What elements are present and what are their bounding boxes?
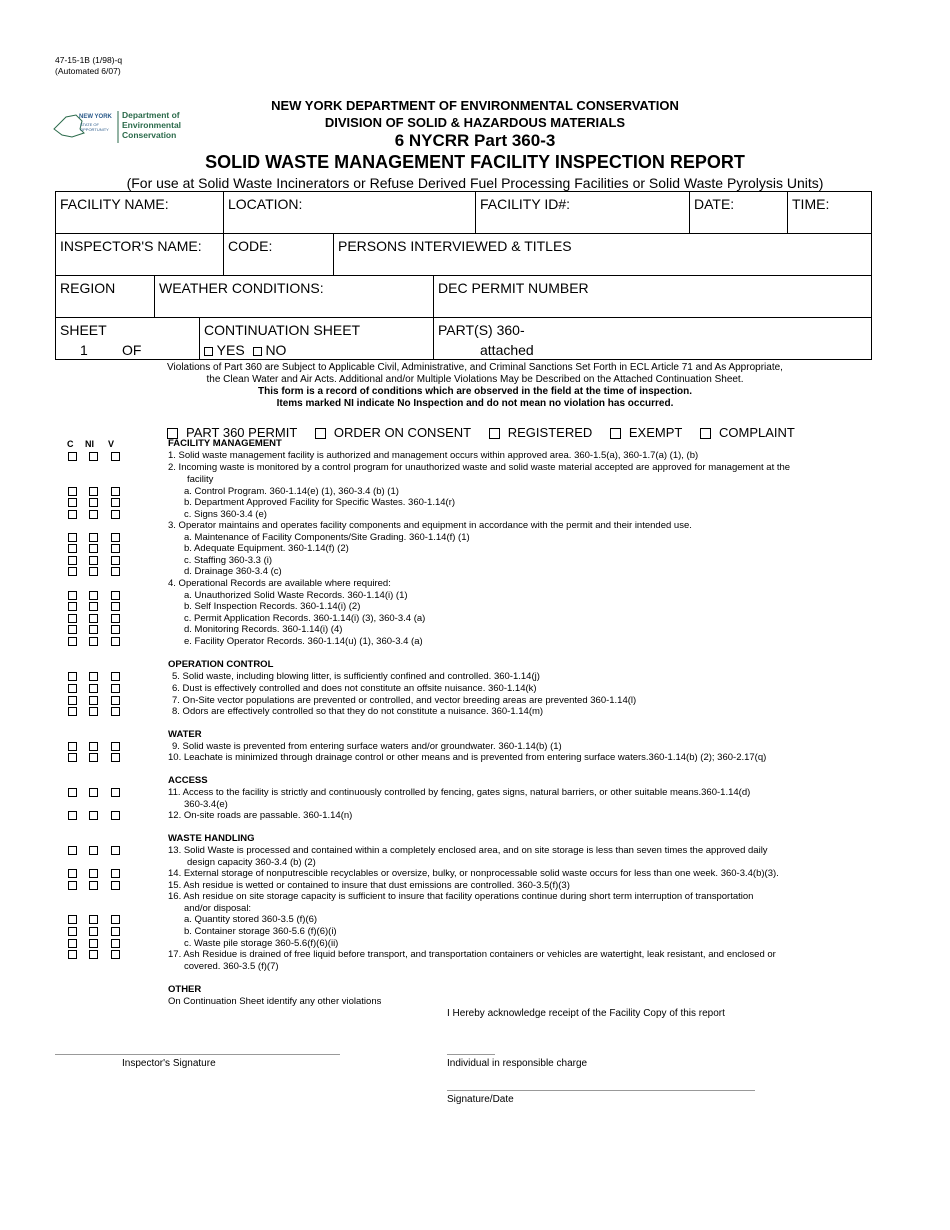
item-1: 1. Solid waste management facility is authorized and management occurs within approved area. 360-1.5(a), 360-1.7(a) (1), (b): [168, 450, 699, 461]
item-11: 11. Access to the facility is strictly and continuously controlled by fencing, gates signs, natural barriers, or other suitable means.360-1.14(d): [168, 787, 751, 798]
section-waste-handling: WASTE HANDLING: [168, 833, 255, 844]
logo-dept-line3: Conservation: [122, 130, 177, 140]
no-checkbox[interactable]: [253, 347, 262, 356]
section-operation-control: OPERATION CONTROL: [168, 659, 274, 670]
item-17: 17. Ash Residue is drained of free liquid before transport, and transportation containers or vehicles are watertight, leak resistant, and enclosed or: [168, 949, 776, 960]
checkbox-v[interactable]: [111, 452, 120, 461]
inspector-signature-label: Inspector's Signature: [122, 1058, 216, 1069]
acknowledgement-text: I Hereby acknowledge receipt of the Facility Copy of this report: [447, 1008, 725, 1019]
checkbox-v[interactable]: [111, 811, 120, 820]
checkbox-v[interactable]: [111, 533, 120, 542]
checkbox-ni[interactable]: [89, 939, 98, 948]
logo-dept-line2: Environmental: [122, 120, 182, 130]
checkbox-ni[interactable]: [89, 625, 98, 634]
checkbox-ni[interactable]: [89, 753, 98, 762]
checkbox-ni[interactable]: [89, 487, 98, 496]
checkbox-ni[interactable]: [89, 869, 98, 878]
code-field[interactable]: CODE:: [224, 234, 334, 275]
col-ni-header: NI: [85, 439, 94, 449]
checkbox-v[interactable]: [111, 696, 120, 705]
item-5: 5. Solid waste, including blowing litter, is sufficiently confined and controlled. 360-1.14(j): [172, 671, 540, 682]
logo-state: NEW YORK: [79, 114, 112, 120]
checkbox-v[interactable]: [111, 915, 120, 924]
checkbox-c[interactable]: [68, 788, 77, 797]
permit-type-registered[interactable]: [489, 425, 593, 440]
regulation-part: 6 NYCRR Part 360-3: [394, 131, 556, 150]
checkbox-v[interactable]: [111, 625, 120, 634]
signature-date-label: Signature/Date: [447, 1094, 514, 1105]
sheet-number: 1: [80, 342, 88, 358]
item-8: 8. Odors are effectively controlled so that they do not constitute a nuisance. 360-1.14(m): [172, 706, 544, 717]
checkbox-ni[interactable]: [89, 742, 98, 751]
checkbox-v[interactable]: [111, 510, 120, 519]
checkbox-c[interactable]: [68, 452, 77, 461]
parts-label: PART(S) 360-: [438, 322, 525, 338]
grid-row-2: [56, 234, 871, 276]
continuation-options: [204, 342, 286, 358]
checkbox-ni[interactable]: [89, 591, 98, 600]
registered-label: REGISTERED: [507, 425, 593, 440]
exempt-checkbox[interactable]: [610, 428, 621, 439]
item-16a: a. Quantity stored 360-3.5 (f)(6): [184, 914, 318, 925]
signature-date-line[interactable]: [447, 1090, 755, 1091]
checkbox-v[interactable]: [111, 487, 120, 496]
checkbox-v[interactable]: [111, 950, 120, 959]
sheet-label: SHEET: [60, 322, 107, 338]
continuation-sheet-field: [200, 318, 434, 359]
grid-row-4: [56, 318, 871, 359]
item-4b: b. Self Inspection Records. 360-1.14(i) (2): [184, 601, 361, 612]
inspector-name-field[interactable]: INSPECTOR'S NAME:: [56, 234, 224, 275]
checkbox-c[interactable]: [68, 487, 77, 496]
checkbox-ni[interactable]: [89, 556, 98, 565]
parts-field[interactable]: [434, 318, 871, 359]
inspector-signature-line[interactable]: [55, 1054, 340, 1055]
item-3: 3. Operator maintains and operates facility components and equipment in accordance with the permit and their intended use.: [168, 520, 692, 531]
checkbox-v[interactable]: [111, 591, 120, 600]
individual-line[interactable]: [447, 1054, 495, 1055]
checkbox-v[interactable]: [111, 788, 120, 797]
checkbox-ni[interactable]: [89, 846, 98, 855]
checkbox-v[interactable]: [111, 602, 120, 611]
checkbox-v[interactable]: [111, 556, 120, 565]
item-12: 12. On-site roads are passable. 360-1.14(n): [168, 810, 353, 821]
ni-note: Items marked NI indicate No Inspection and do not mean no violation has occurred.: [276, 398, 674, 409]
item-13-cont: design capacity 360-3.4 (b) (2): [187, 857, 316, 868]
checkbox-ni[interactable]: [89, 881, 98, 890]
item-4e: e. Facility Operator Records. 360-1.14(u) (1), 360-3.4 (a): [184, 636, 423, 647]
checkbox-ni[interactable]: [89, 614, 98, 623]
item-14: 14. External storage of nonputrescible recyclables or oversize, bulky, or nonprocessable solid waste occurs for less than one week. 360-3.4(b)(3).: [168, 868, 779, 879]
item-2a: a. Control Program. 360-1.14(e) (1), 360-3.4 (b) (1): [184, 486, 399, 497]
checkbox-v[interactable]: [111, 881, 120, 890]
checkbox-v[interactable]: [111, 927, 120, 936]
section-water: WATER: [168, 729, 202, 740]
checkbox-c[interactable]: [68, 591, 77, 600]
grid-row-3: [56, 276, 871, 318]
other-instructions: On Continuation Sheet identify any other violations: [168, 996, 382, 1007]
section-facility-management: FACILITY MANAGEMENT: [168, 438, 282, 449]
weather-field[interactable]: WEATHER CONDITIONS:: [155, 276, 434, 317]
permit-type-complaint[interactable]: [700, 425, 795, 440]
checkbox-c[interactable]: [68, 881, 77, 890]
item-7: 7. On-Site vector populations are prevented or controlled, and vector breeding areas are prevented 360-1.14(l): [172, 695, 637, 706]
checkbox-c[interactable]: [68, 846, 77, 855]
checkbox-v[interactable]: [111, 742, 120, 751]
permit-360-label: PART 360 PERMIT: [186, 425, 298, 440]
checkbox-ni[interactable]: [89, 533, 98, 542]
checkbox-ni[interactable]: [89, 811, 98, 820]
checkbox-c[interactable]: [68, 811, 77, 820]
exempt-label: EXEMPT: [628, 425, 683, 440]
logo-dept-line1: Department of: [122, 110, 180, 120]
yes-label: YES: [216, 342, 245, 358]
checkbox-c[interactable]: [68, 696, 77, 705]
item-4a: a. Unauthorized Solid Waste Records. 360-1.14(i) (1): [184, 590, 408, 601]
item-10: 10. Leachate is minimized through drainage control or other means and is prevented from entering surface waters.360-1.14(b) (2); 360-2.17(q): [168, 752, 767, 763]
individual-label: Individual in responsible charge: [447, 1058, 588, 1069]
persons-interviewed-field[interactable]: PERSONS INTERVIEWED & TITLES: [338, 238, 572, 254]
section-access: ACCESS: [168, 775, 208, 786]
item-15: 15. Ash residue is wetted or contained to insure that dust emissions are controlled. 360-3.5(f)(3): [168, 880, 570, 891]
checkbox-ni[interactable]: [89, 602, 98, 611]
checkbox-v[interactable]: [111, 753, 120, 762]
checkbox-ni[interactable]: [89, 696, 98, 705]
yes-checkbox[interactable]: [204, 347, 213, 356]
checkbox-ni[interactable]: [89, 927, 98, 936]
checkbox-c[interactable]: [68, 707, 77, 716]
item-17-cont: covered. 360-3.5 (f)(7): [184, 961, 279, 972]
checkbox-v[interactable]: [111, 684, 120, 693]
checkbox-c[interactable]: [68, 684, 77, 693]
col-c-header: C: [67, 439, 74, 449]
checkbox-ni[interactable]: [89, 915, 98, 924]
checkbox-c[interactable]: [68, 672, 77, 681]
checkbox-c[interactable]: [68, 614, 77, 623]
checkbox-c[interactable]: [68, 567, 77, 576]
time-field[interactable]: TIME:: [792, 196, 830, 212]
checkbox-c[interactable]: [68, 927, 77, 936]
item-2-cont: facility: [187, 474, 214, 485]
checkbox-ni[interactable]: [89, 637, 98, 646]
logo-tag2: OPPORTUNITY: [80, 127, 109, 132]
checkbox-c[interactable]: [68, 556, 77, 565]
item-2b: b. Department Approved Facility for Specific Wastes. 360-1.14(r): [184, 497, 456, 508]
facility-name-field[interactable]: FACILITY NAME:: [56, 192, 224, 233]
record-note: This form is a record of conditions which are observed in the field at the time of inspection.: [258, 386, 692, 397]
item-3b: b. Adequate Equipment. 360-1.14(f) (2): [184, 543, 349, 554]
item-13: 13. Solid Waste is processed and contained within a completely enclosed area, and on site storage is less than seven times the approved daily: [168, 845, 768, 856]
checkbox-c[interactable]: [68, 625, 77, 634]
checkbox-c[interactable]: [68, 498, 77, 507]
checkbox-v[interactable]: [111, 707, 120, 716]
report-title: SOLID WASTE MANAGEMENT FACILITY INSPECTION REPORT: [205, 152, 745, 172]
item-4: 4. Operational Records are available where required:: [168, 578, 391, 589]
checkbox-v[interactable]: [111, 672, 120, 681]
item-3c: c. Staffing 360-3.3 (i): [184, 555, 273, 566]
checkbox-v[interactable]: [111, 614, 120, 623]
checkbox-ni[interactable]: [89, 510, 98, 519]
section-other: OTHER: [168, 984, 202, 995]
item-2: 2. Incoming waste is monitored by a control program for unauthorized waste and solid waste material accepted are approved for management at the: [168, 462, 791, 473]
checkbox-v[interactable]: [111, 846, 120, 855]
checkbox-c[interactable]: [68, 544, 77, 553]
region-field[interactable]: REGION: [56, 276, 155, 317]
checkbox-ni[interactable]: [89, 452, 98, 461]
consent-checkbox[interactable]: [315, 428, 326, 439]
registered-checkbox[interactable]: [489, 428, 500, 439]
item-3d: d. Drainage 360-3.4 (c): [184, 566, 282, 577]
item-16c: c. Waste pile storage 360-5.6(f)(6)(ii): [184, 938, 339, 949]
item-16: 16. Ash residue on site storage capacity is sufficient to insure that facility operations continue during short term interruption of transportation: [168, 891, 754, 902]
sheet-field[interactable]: [56, 318, 200, 359]
checkbox-ni[interactable]: [89, 707, 98, 716]
checkbox-v[interactable]: [111, 869, 120, 878]
checkbox-v[interactable]: [111, 544, 120, 553]
checkbox-v[interactable]: [111, 498, 120, 507]
checkbox-v[interactable]: [111, 637, 120, 646]
logo-tag1: STATE OF: [80, 122, 99, 127]
grid-row-1: [56, 192, 871, 234]
no-label: NO: [265, 342, 287, 358]
item-9: 9. Solid waste is prevented from entering surface waters and/or groundwater. 360-1.14(b) (1): [172, 741, 562, 752]
violations-note-1: Violations of Part 360 are Subject to Applicable Civil, Administrative, and Criminal Sanctions Set Forth in ECL Article 71 and As Appropriate,: [167, 362, 783, 373]
item-3a: a. Maintenance of Facility Components/Site Grading. 360-1.14(f) (1): [184, 532, 470, 543]
agency-name: NEW YORK DEPARTMENT OF ENVIRONMENTAL CONSERVATION: [271, 98, 679, 113]
checkbox-c[interactable]: [68, 742, 77, 751]
item-16b: b. Container storage 360-5.6 (f)(6)(i): [184, 926, 337, 937]
item-4c: c. Permit Application Records. 360-1.14(i) (3), 360-3.4 (a): [184, 613, 426, 624]
header-fields-grid: [55, 191, 872, 360]
form-number: [55, 55, 122, 77]
checkbox-ni[interactable]: [89, 498, 98, 507]
col-v-header: V: [108, 439, 115, 449]
checkbox-c[interactable]: [68, 950, 77, 959]
checkbox-ni[interactable]: [89, 950, 98, 959]
checkbox-v[interactable]: [111, 939, 120, 948]
item-2c: c. Signs 360-3.4 (e): [184, 509, 267, 520]
checkbox-v[interactable]: [111, 567, 120, 576]
checkbox-c[interactable]: [68, 637, 77, 646]
checkbox-ni[interactable]: [89, 672, 98, 681]
item-4d: d. Monitoring Records. 360-1.14(i) (4): [184, 624, 343, 635]
checkbox-c[interactable]: [68, 869, 77, 878]
checkbox-c[interactable]: [68, 753, 77, 762]
complaint-checkbox[interactable]: [700, 428, 711, 439]
checkbox-ni[interactable]: [89, 567, 98, 576]
consent-label: ORDER ON CONSENT: [333, 425, 472, 440]
continuation-label: CONTINUATION SHEET: [204, 322, 361, 338]
permit-type-exempt[interactable]: [610, 425, 682, 440]
checkbox-c[interactable]: [68, 939, 77, 948]
checkbox-ni[interactable]: [89, 544, 98, 553]
report-subtitle: (For use at Solid Waste Incinerators or Refuse Derived Fuel Processing Facilities or Solid Waste Pyrolysis Units): [126, 175, 824, 191]
checkbox-c[interactable]: [68, 602, 77, 611]
checkbox-c[interactable]: [68, 915, 77, 924]
checkbox-c[interactable]: [68, 510, 77, 519]
checkbox-c[interactable]: [68, 533, 77, 542]
checkbox-ni[interactable]: [89, 684, 98, 693]
sheet-of: OF: [122, 342, 142, 358]
checkbox-ni[interactable]: [89, 788, 98, 797]
permit-type-consent[interactable]: [315, 425, 471, 440]
violations-note-2: the Clean Water and Air Acts. Additional and/or Multiple Violations May be Described on the Attached Continuation Sheet.: [206, 374, 744, 385]
item-6: 6. Dust is effectively controlled and does not constitute an offsite nuisance. 360-1.14(k): [172, 683, 537, 694]
form-automated-date: (Automated 6/07): [55, 66, 121, 76]
item-16-cont: and/or disposal:: [184, 903, 252, 914]
complaint-label: COMPLAINT: [718, 425, 795, 440]
item-11-cont: 360-3.4(e): [184, 799, 228, 810]
facility-id-field[interactable]: FACILITY ID#:: [476, 192, 690, 233]
location-field[interactable]: LOCATION:: [224, 192, 476, 233]
permit-number-field[interactable]: DEC PERMIT NUMBER: [438, 280, 589, 296]
division-name: DIVISION OF SOLID & HAZARDOUS MATERIALS: [324, 115, 626, 130]
form-number-code: 47-15-1B (1/98)-q: [55, 55, 123, 65]
date-field[interactable]: DATE:: [690, 192, 788, 233]
parts-attached: attached: [480, 342, 534, 358]
